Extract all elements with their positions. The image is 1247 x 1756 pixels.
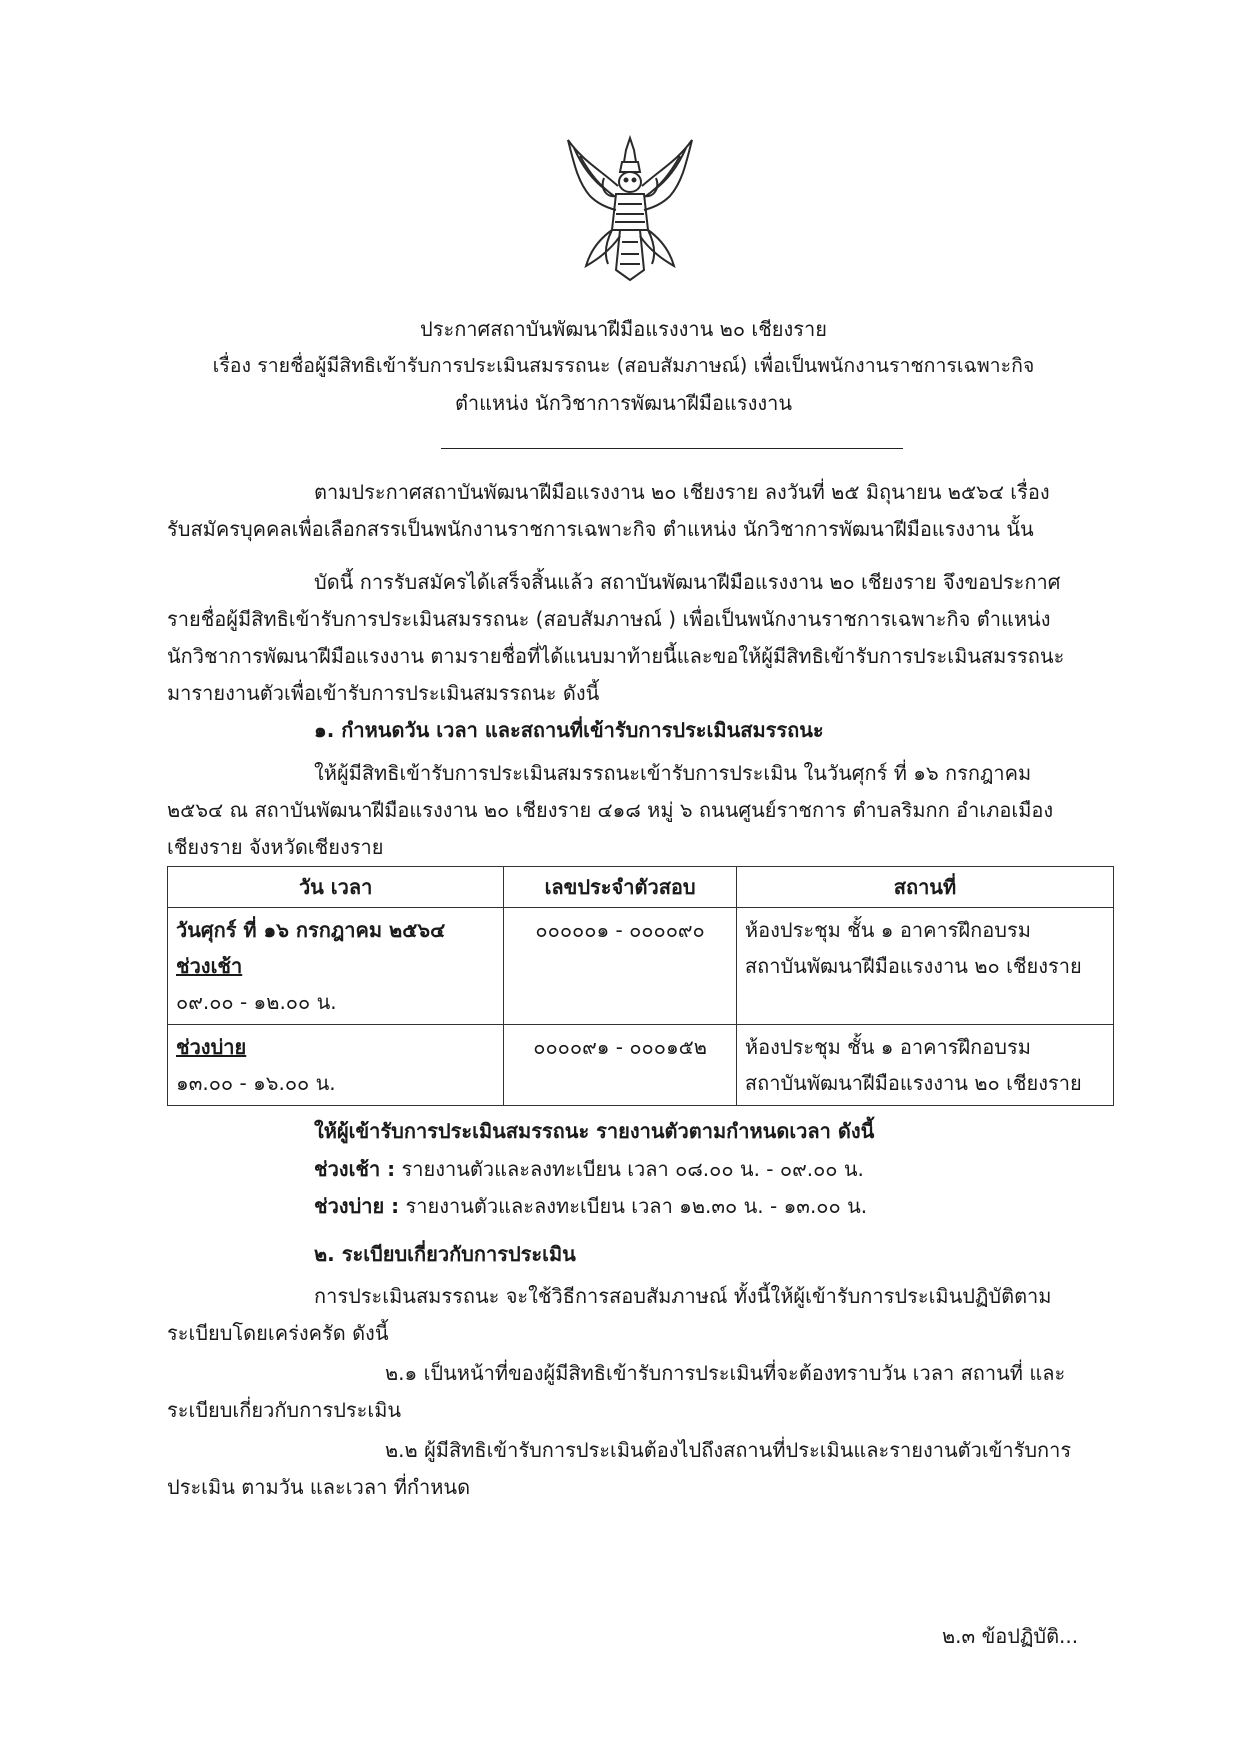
announcement-title: ประกาศสถาบันพัฒนาฝีมือแรงงาน ๒๐ เชียงราย [420, 317, 827, 341]
location-cell [736, 908, 1113, 1025]
garuda-emblem-icon [560, 130, 700, 285]
intro-line-2: รับสมัครบุคคลเพื่อเลือกสรรเป็นพนักงานราชการเฉพาะกิจ ตำแหน่ง นักวิชาการพัฒนาฝีมือแรงงาน นั้น [167, 517, 1034, 541]
announce-line-3: นักวิชาการพัฒนาฝีมือแรงงาน ตามรายชื่อที่ได้แนบมาท้ายนี้และขอให้ผู้มีสิทธิเข้ารับการประเมินสมรรถนะ [167, 644, 1065, 668]
item-2-2-line-2: ประเมิน ตามวัน และเวลา ที่กำหนด [167, 1475, 471, 1499]
section-1-heading: ๑. กำหนดวัน เวลา และสถานที่เข้ารับการประเมินสมรรถนะ [314, 718, 824, 742]
location-line-1: ห้องประชุม ชั้น ๑ อาคารฝึกอบรม [744, 918, 1031, 942]
location-line-2: สถาบันพัฒนาฝีมือแรงงาน ๒๐ เชียงราย [744, 954, 1082, 978]
table-header-row [168, 867, 1114, 908]
location-cell [736, 1025, 1113, 1106]
report-morning [314, 1153, 864, 1185]
announce-line-2: รายชื่อผู้มีสิทธิเข้ารับการประเมินสมรรถนะ (สอบสัมภาษณ์ ) เพื่อเป็นพนักงานราชการเฉพาะกิจ ตำแหน่ง [167, 607, 1051, 631]
report-afternoon-text: รายงานตัวและลงทะเบียน เวลา ๑๒.๓๐ น. - ๑๓.๐๐ น. [405, 1194, 868, 1218]
item-2-2-line-1: ๒.๒ ผู้มีสิทธิเข้ารับการประเมินต้องไปถึงสถานที่ประเมินและรายงานตัวเข้ารับการ [385, 1438, 1072, 1462]
date-time-cell [168, 908, 504, 1025]
report-afternoon-label: ช่วงบ่าย : [314, 1194, 400, 1218]
report-heading: ให้ผู้เข้ารับการประเมินสมรรถนะ รายงานตัวตามกำหนดเวลา ดังนี้ [314, 1119, 875, 1143]
announce-line-1: บัดนี้ การรับสมัครได้เสร็จสิ้นแล้ว สถาบันพัฒนาฝีมือแรงงาน ๒๐ เชียงราย จึงขอประกาศ [314, 570, 1061, 594]
announcement-subject: เรื่อง รายชื่อผู้มีสิทธิเข้ารับการประเมินสมรรถนะ (สอบสัมภาษณ์) เพื่อเป็นพนักงานราชการเฉพาะกิจ [212, 354, 1035, 377]
title-divider [441, 448, 903, 449]
continued-marker: ๒.๓ ข้อปฏิบัติ... [942, 1624, 1079, 1648]
section-2-line-2: ระเบียบโดยเคร่งครัด ดังนี้ [167, 1321, 389, 1345]
exam-id-range: ๐๐๐๐๙๑ - ๐๐๐๑๕๒ [504, 1025, 737, 1106]
section-1-line-2: ๒๕๖๔ ณ สถาบันพัฒนาฝีมือแรงงาน ๒๐ เชียงราย ๔๑๘ หมู่ ๖ ถนนศูนย์ราชการ ตำบลริมกก อำเภอเมือง [167, 798, 1054, 822]
section-2-heading: ๒. ระเบียบเกี่ยวกับการประเมิน [314, 1242, 576, 1266]
intro-line-1: ตามประกาศสถาบันพัฒนาฝีมือแรงงาน ๒๐ เชียงราย ลงวันที่ ๒๕ มิถุนายน ๒๕๖๔ เรื่อง [314, 480, 1050, 504]
report-afternoon [314, 1190, 867, 1222]
date-time-cell [168, 1025, 504, 1106]
session-label: ช่วงบ่าย [176, 1035, 247, 1059]
table-row [168, 1025, 1114, 1106]
schedule-table [167, 866, 1114, 1106]
report-morning-text: รายงานตัวและลงทะเบียน เวลา ๐๘.๐๐ น. - ๐๙.๐๐ น. [401, 1157, 864, 1181]
header-location: สถานที่ [736, 867, 1113, 908]
location-line-2: สถาบันพัฒนาฝีมือแรงงาน ๒๐ เชียงราย [744, 1071, 1082, 1095]
announce-line-4: มารายงานตัวเพื่อเข้ารับการประเมินสมรรถนะ ดังนี้ [167, 681, 600, 705]
session-time: ๐๙.๐๐ - ๑๒.๐๐ น. [176, 990, 337, 1014]
item-2-1-line-2: ระเบียบเกี่ยวกับการประเมิน [167, 1398, 402, 1422]
session-time: ๑๓.๐๐ - ๑๖.๐๐ น. [176, 1071, 336, 1095]
section-2-line-1: การประเมินสมรรถนะ จะใช้วิธีการสอบสัมภาษณ์ ทั้งนี้ให้ผู้เข้ารับการประเมินปฏิบัติตาม [314, 1284, 1052, 1308]
announcement-position: ตำแหน่ง นักวิชาการพัฒนาฝีมือแรงงาน [454, 391, 793, 415]
exam-date: วันศุกร์ ที่ ๑๖ กรกฎาคม ๒๕๖๔ [176, 918, 446, 942]
item-2-1-line-1: ๒.๑ เป็นหน้าที่ของผู้มีสิทธิเข้ารับการประเมินที่จะต้องทราบวัน เวลา สถานที่ และ [385, 1361, 1066, 1385]
location-line-1: ห้องประชุม ชั้น ๑ อาคารฝึกอบรม [744, 1035, 1031, 1059]
header-date-time: วัน เวลา [168, 867, 504, 908]
section-1-line-3: เชียงราย จังหวัดเชียงราย [167, 835, 384, 859]
header-exam-id: เลขประจำตัวสอบ [504, 867, 737, 908]
table-row [168, 908, 1114, 1025]
section-1-line-1: ให้ผู้มีสิทธิเข้ารับการประเมินสมรรถนะเข้ารับการประเมิน ในวันศุกร์ ที่ ๑๖ กรกฎาคม [314, 761, 1032, 785]
session-label: ช่วงเช้า [176, 954, 243, 978]
exam-id-range: ๐๐๐๐๐๑ - ๐๐๐๐๙๐ [504, 908, 737, 1025]
report-morning-label: ช่วงเช้า : [314, 1157, 396, 1181]
